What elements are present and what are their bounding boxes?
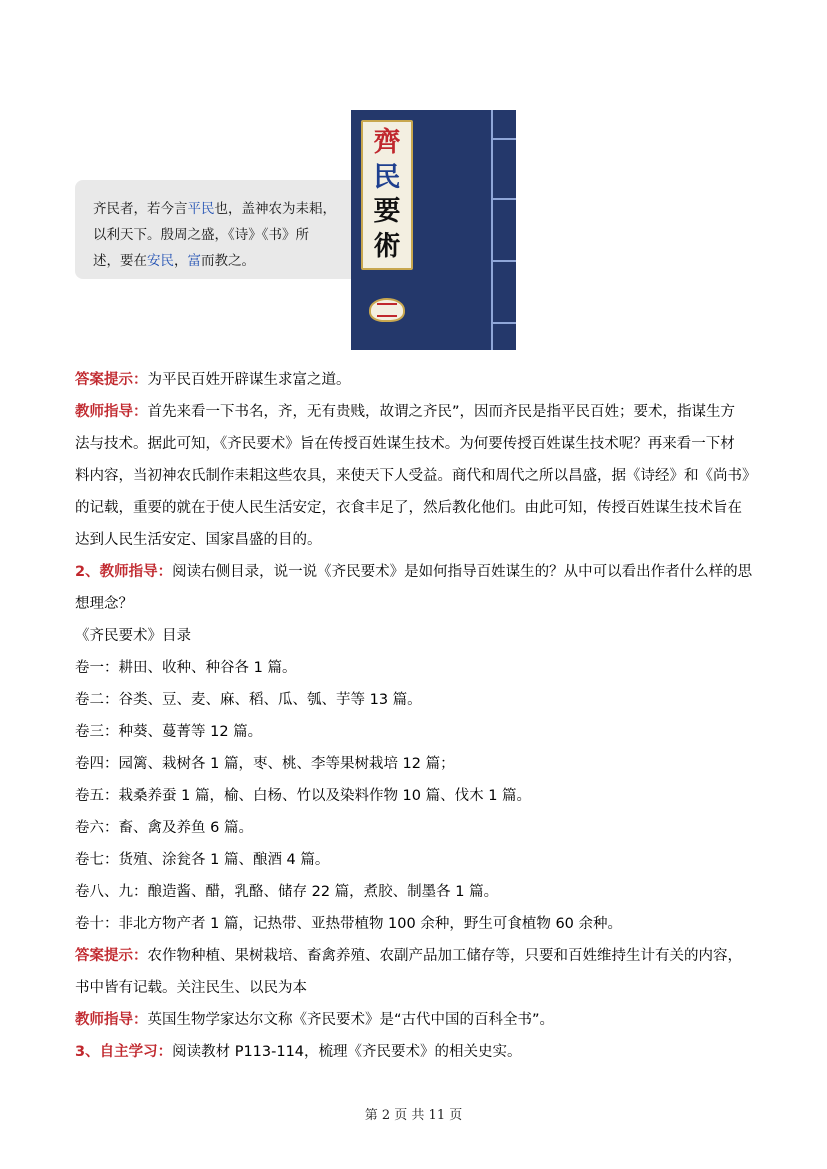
guide-text-line: 料内容，当初神农氏制作耒耜这些农具，来使天下人受益。商代和周代之所以昌盛，据《诗经》和《尚书》 xyxy=(75,468,757,484)
answer-hint-1 xyxy=(75,364,755,396)
toc-item: 卷七：货殖、涂瓮各 1 篇、酿酒 4 篇。 xyxy=(75,852,330,868)
answer-hint-2 xyxy=(75,940,755,972)
book-stitch xyxy=(491,138,516,140)
book-stitch xyxy=(491,322,516,324)
question-text-line: 阅读右侧目录，说一说《齐民要术》是如何指导百姓谋生的？从中可以看出作者什么样的思 xyxy=(172,564,753,580)
quote-highlight: 安民 xyxy=(147,253,174,269)
quote-highlight: 平民 xyxy=(187,201,215,217)
toc-title: 《齐民要术》目录 xyxy=(75,628,191,644)
quote-box xyxy=(75,180,360,279)
question-2 xyxy=(75,556,755,588)
guide-text-line: 的记载，重要的就在于使人民生活安定，衣食丰足了，然后教化他们。由此可知，传授百姓谋生技术旨在 xyxy=(75,500,742,516)
book-title-panel xyxy=(361,120,413,270)
guide-text-line: 达到人民生活安定、国家昌盛的目的。 xyxy=(75,532,322,548)
question-label: 2、教师指导： xyxy=(75,564,173,580)
quote-text: 述，要在 xyxy=(93,253,147,269)
toc-item: 卷三：种葵、蔓菁等 12 篇。 xyxy=(75,724,263,740)
book-title-char: 齊 xyxy=(373,127,401,159)
quote-text: 也，盖神农为耒耜， xyxy=(214,201,336,217)
book-stitch xyxy=(491,198,516,200)
toc-item: 卷一：耕田、收种、种谷各 1 篇。 xyxy=(75,660,297,676)
quote-highlight: 富 xyxy=(187,253,201,269)
question-text: 阅读教材 P113-114，梳理《齐民要术》的相关史实。 xyxy=(172,1044,522,1060)
guide-label: 教师指导： xyxy=(75,1012,148,1028)
document-body xyxy=(75,364,755,1068)
book-title-char: 民 xyxy=(373,161,401,193)
answer-text-line: 农作物种植、果树栽培、畜禽养殖、农副产品加工储存等，只要和百姓维持生计有关的内容， xyxy=(147,948,742,964)
toc-item: 卷二：谷类、豆、麦、麻、稻、瓜、瓠、芋等 13 篇。 xyxy=(75,692,422,708)
toc-list xyxy=(75,652,755,940)
quote-text: 而教之。 xyxy=(201,253,255,269)
quote-line xyxy=(93,248,346,274)
toc-item: 卷十：非北方物产者 1 篇，记热带、亚热带植物 100 余种，野生可食植物 60 余种。 xyxy=(75,916,623,932)
book-stitch xyxy=(491,260,516,262)
toc-item: 卷五：栽桑养蚕 1 篇，榆、白杨、竹以及染料作物 10 篇、伐木 1 篇。 xyxy=(75,788,532,804)
book-title-char: 術 xyxy=(373,230,401,262)
answer-label: 答案提示： xyxy=(75,948,148,964)
guide-text-line: 首先来看一下书名，齐，无有贵贱，故谓之齐民”，因而齐民是指平民百姓；要术，指谋生方 xyxy=(147,404,736,420)
answer-text: 为平民百姓开辟谋生求富之道。 xyxy=(147,372,351,388)
page-footer: 第 2 页 共 11 页 xyxy=(364,1108,463,1123)
book-spine xyxy=(491,110,493,350)
guide-text-line: 法与技术。据此可知，《齐民要术》旨在传授百姓谋生技术。为何要传授百姓谋生技术呢？再来看一下材 xyxy=(75,436,735,452)
question-text-line: 想理念？ xyxy=(75,596,133,612)
guide-text: 英国生物学家达尔文称《齐民要术》是“古代中国的百科全书”。 xyxy=(147,1012,555,1028)
quote-text: 以利天下。殷周之盛，《诗》《书》所 xyxy=(93,227,309,243)
quote-line xyxy=(93,196,346,222)
question-3 xyxy=(75,1036,755,1068)
answer-label: 答案提示： xyxy=(75,372,148,388)
book-seal-icon xyxy=(369,298,405,322)
quote-text: 齐民者，若今言 xyxy=(93,201,188,217)
book-cover-image xyxy=(351,110,516,350)
toc-item: 卷六：畜、禽及养鱼 6 篇。 xyxy=(75,820,253,836)
quote-line xyxy=(93,222,346,248)
toc-item: 卷四：园篱、栽树各 1 篇，枣、桃、李等果树栽培 12 篇； xyxy=(75,756,455,772)
quote-text: ， xyxy=(174,253,188,269)
book-title-char: 要 xyxy=(373,196,401,228)
question-label: 3、自主学习： xyxy=(75,1044,173,1060)
teacher-guide-2 xyxy=(75,1004,755,1036)
answer-text-line: 书中皆有记载。关注民生、以民为本 xyxy=(75,980,307,996)
guide-label: 教师指导： xyxy=(75,404,148,420)
toc-item: 卷八、九：酿造酱、醋，乳酪、储存 22 篇，煮胶、制墨各 1 篇。 xyxy=(75,884,499,900)
teacher-guide-1 xyxy=(75,396,755,428)
